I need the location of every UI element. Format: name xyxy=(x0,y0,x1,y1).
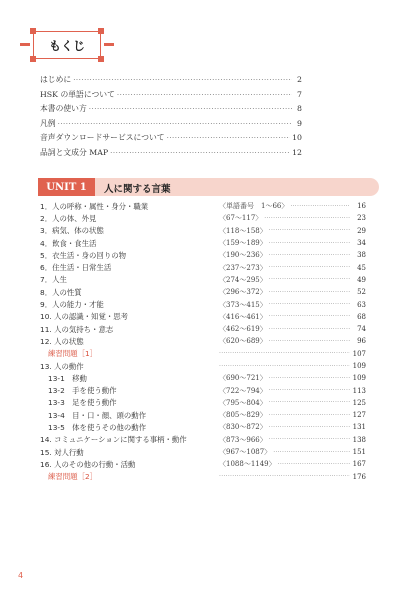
dot-leader xyxy=(219,360,350,372)
toc-item-title: 13-4 目・口・顔、頭の動作 xyxy=(48,410,147,420)
toc-item-range: 〈1088～1149〉 xyxy=(219,460,276,469)
toc-item-title: 13-1 移動 xyxy=(48,373,87,383)
heading-bar-left xyxy=(20,43,30,46)
toc-item-range: 〈67～117〉 xyxy=(219,214,263,223)
toc-item-page: 45 xyxy=(357,263,366,272)
toc-item-page: 52 xyxy=(357,288,366,297)
toc-item-page: 23 xyxy=(357,214,366,223)
toc-item-page: 176 xyxy=(352,472,366,481)
corner-ornament xyxy=(30,56,36,62)
toc-item[interactable] xyxy=(38,200,366,212)
intro-item[interactable] xyxy=(40,103,302,118)
toc-item[interactable] xyxy=(38,360,366,372)
dot-leader xyxy=(269,298,350,310)
toc-item-range: 〈118～158〉 xyxy=(219,226,267,235)
toc-item-range: 〈462～619〉 xyxy=(219,325,267,334)
toc-item-page: 107 xyxy=(352,349,366,358)
toc-heading: もくじ xyxy=(48,38,85,53)
toc-item[interactable] xyxy=(38,261,366,273)
toc-item-range: 〈873～966〉 xyxy=(219,435,267,444)
intro-item-label: 本書の使い方 xyxy=(40,104,87,113)
intro-item[interactable] xyxy=(40,118,302,133)
dot-leader xyxy=(269,434,350,446)
dot-leader xyxy=(269,286,350,298)
dot-leader xyxy=(219,471,350,483)
dot-leader xyxy=(278,458,350,470)
toc-item[interactable] xyxy=(38,311,366,323)
toc-heading-box xyxy=(33,31,101,59)
toc-item-page: 109 xyxy=(352,374,366,383)
intro-item[interactable] xyxy=(40,89,302,104)
toc-item-page: 113 xyxy=(352,386,366,395)
toc-item[interactable] xyxy=(38,409,366,421)
toc-item[interactable] xyxy=(38,249,366,261)
toc-item[interactable] xyxy=(38,286,366,298)
toc-item[interactable] xyxy=(38,421,366,433)
dot-leader xyxy=(269,397,350,409)
toc-item-title: 12. 人の状態 xyxy=(40,336,84,346)
toc-item[interactable] xyxy=(38,298,366,310)
intro-item[interactable] xyxy=(40,147,302,162)
toc-item-range: 〈620～689〉 xyxy=(219,337,267,346)
intro-item-page: 12 xyxy=(292,147,302,157)
toc-item-title: 13-5 体を使うその他の動作 xyxy=(48,422,147,432)
toc-item-range: 〈722～794〉 xyxy=(219,386,267,395)
dot-leader xyxy=(58,120,292,128)
dot-leader xyxy=(269,384,350,396)
toc-item[interactable] xyxy=(38,384,366,396)
intro-item-page: 9 xyxy=(297,118,302,128)
intro-item-label: 音声ダウンロードサービスについて xyxy=(40,133,165,142)
dot-leader xyxy=(269,335,350,347)
dot-leader xyxy=(269,249,350,261)
dot-leader xyxy=(117,91,292,99)
unit-title: 人に関する言葉 xyxy=(104,184,171,195)
toc-item-page: 74 xyxy=(357,325,366,334)
toc-item-page: 127 xyxy=(352,411,366,420)
toc-item-page: 167 xyxy=(352,460,366,469)
toc-item-page: 34 xyxy=(357,239,366,248)
dot-leader xyxy=(264,212,350,224)
toc-item[interactable] xyxy=(38,458,366,470)
intro-item-label: HSK の単語について xyxy=(40,89,115,99)
toc-item-page: 131 xyxy=(352,423,366,432)
toc-item-title: 4．飲食・食生活 xyxy=(40,238,97,248)
toc-item-title: 3．病気、体の状態 xyxy=(40,226,104,236)
dot-leader xyxy=(269,311,350,323)
dot-leader xyxy=(73,76,292,84)
toc-item-title: 13. 人の動作 xyxy=(40,361,84,371)
dot-leader xyxy=(269,323,350,335)
dot-leader xyxy=(269,274,350,286)
dot-leader xyxy=(269,261,350,273)
intro-item-page: 2 xyxy=(297,75,302,84)
intro-item-page: 8 xyxy=(297,104,302,113)
toc-item-title: 練習問題［2］ xyxy=(48,472,98,482)
toc-item-title: 14. コミュニケーションに関する事柄・動作 xyxy=(40,435,187,445)
dot-leader xyxy=(290,200,350,212)
toc-item[interactable] xyxy=(38,397,366,409)
toc-item-title: 練習問題［1］ xyxy=(48,349,98,359)
toc-item[interactable] xyxy=(38,434,366,446)
toc-item-title: 13-2 手を使う動作 xyxy=(48,386,117,396)
toc-item-title: 6．住生活・日常生活 xyxy=(40,263,112,273)
toc-item-range: 〈296～372〉 xyxy=(219,288,267,297)
toc-item[interactable] xyxy=(38,225,366,237)
toc-item-title: 13-3 足を使う動作 xyxy=(48,398,117,408)
dot-leader xyxy=(269,225,350,237)
unit-badge: UNIT 1 xyxy=(38,178,95,196)
intro-item-page: 7 xyxy=(297,89,302,99)
toc-item-range: 〈690～721〉 xyxy=(219,374,267,383)
toc-item-page: 96 xyxy=(357,337,366,346)
intro-item-label: はじめに xyxy=(40,75,72,84)
dot-leader xyxy=(167,134,290,142)
toc-item-range: 〈967～1087〉 xyxy=(219,448,272,457)
toc-item[interactable] xyxy=(38,323,366,335)
toc-item-page: 29 xyxy=(357,226,366,235)
intro-item-page: 10 xyxy=(292,133,302,142)
toc-item-range: 〈単語番号 1～66〉 xyxy=(219,202,289,211)
toc-item-page: 151 xyxy=(352,448,366,457)
toc-exercise-item[interactable] xyxy=(38,348,366,360)
heading-bar-right xyxy=(104,43,114,46)
toc-item-title: 7．人生 xyxy=(40,275,67,285)
toc-item-title: 1．人の呼称・属性・身分・職業 xyxy=(40,201,149,211)
toc-item-page: 16 xyxy=(357,202,366,211)
toc-item-title: 5．衣生活・身の回りの物 xyxy=(40,250,127,260)
corner-ornament xyxy=(30,28,36,34)
toc-item-title: 10. 人の認識・知覚・思考 xyxy=(40,312,129,322)
toc-item-range: 〈795～804〉 xyxy=(219,398,267,407)
toc-item-range: 〈237～273〉 xyxy=(219,263,267,272)
toc-item[interactable] xyxy=(38,335,366,347)
toc-item[interactable] xyxy=(38,212,366,224)
toc-item-range: 〈274～295〉 xyxy=(219,275,267,284)
toc-list xyxy=(38,200,366,483)
page-number: 4 xyxy=(18,571,24,580)
toc-item[interactable] xyxy=(38,237,366,249)
toc-item-title: 11. 人の気持ち・意志 xyxy=(40,324,114,334)
toc-item-range: 〈805～829〉 xyxy=(219,411,267,420)
toc-item-title: 16. 人のその他の行動・活動 xyxy=(40,459,136,469)
toc-item-range: 〈416～461〉 xyxy=(219,312,267,321)
toc-item-page: 49 xyxy=(357,275,366,284)
toc-item-title: 9．人の能力・才能 xyxy=(40,300,104,310)
toc-item-page: 125 xyxy=(352,398,366,407)
toc-item-title: 2．人の体、外見 xyxy=(40,213,97,223)
toc-item-page: 109 xyxy=(352,362,366,370)
intro-list xyxy=(40,74,302,161)
toc-item-range: 〈373～415〉 xyxy=(219,300,267,309)
dot-leader xyxy=(269,237,350,249)
toc-item[interactable] xyxy=(38,446,366,458)
toc-item-page: 138 xyxy=(352,435,366,444)
dot-leader xyxy=(269,409,350,421)
corner-ornament xyxy=(98,28,104,34)
toc-item-page: 63 xyxy=(357,300,366,309)
toc-item-title: 8．人の性質 xyxy=(40,287,82,297)
toc-item[interactable] xyxy=(38,274,366,286)
intro-item-label: 品詞と文成分 MAP xyxy=(40,147,109,157)
toc-exercise-item[interactable] xyxy=(38,471,366,483)
toc-item[interactable] xyxy=(38,372,366,384)
unit-header xyxy=(38,178,379,196)
dot-leader xyxy=(269,372,350,384)
toc-item-range: 〈830～872〉 xyxy=(219,423,267,432)
dot-leader xyxy=(273,446,350,458)
dot-leader xyxy=(110,149,290,157)
dot-leader xyxy=(269,421,350,433)
intro-item[interactable] xyxy=(40,132,302,147)
intro-item-label: 凡例 xyxy=(40,118,56,128)
toc-item-page: 68 xyxy=(357,312,366,321)
dot-leader xyxy=(89,105,292,113)
dot-leader xyxy=(219,348,350,360)
toc-item-range: 〈190～236〉 xyxy=(219,251,267,260)
toc-item-range: 〈159～189〉 xyxy=(219,239,267,248)
toc-item-title: 15. 対人行動 xyxy=(40,447,84,457)
intro-item[interactable] xyxy=(40,74,302,89)
corner-ornament xyxy=(98,56,104,62)
toc-item-page: 38 xyxy=(357,251,366,260)
